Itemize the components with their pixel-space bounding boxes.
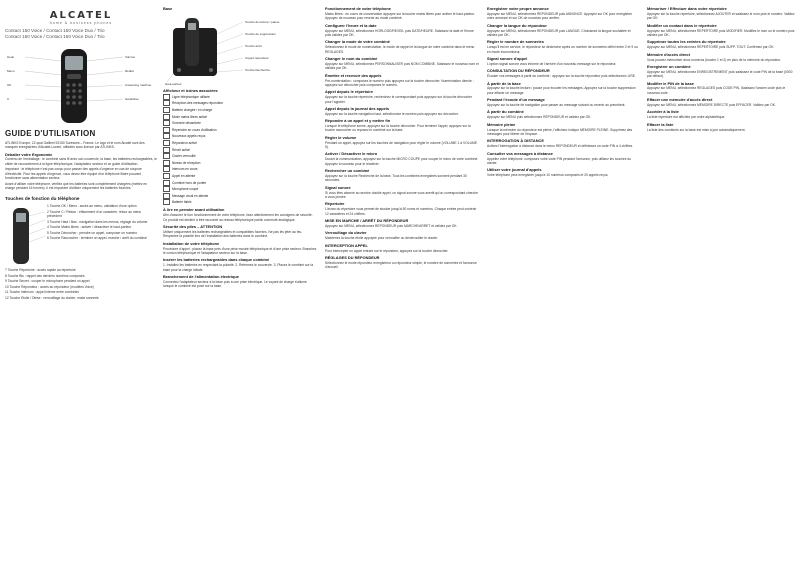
column-4 — [484, 0, 642, 565]
base-label: Voyant répondeur — [245, 56, 269, 60]
section-heading: Enregistrer votre propre annonce — [487, 6, 549, 11]
icon-desc: Message vocal en attente — [172, 193, 209, 198]
display-title: Afficheur et icônes associées — [163, 88, 218, 93]
icon-row — [163, 180, 317, 186]
section-heading: Régler le volume — [325, 134, 357, 140]
icon-desc: Répondeur activé — [172, 140, 197, 145]
low-battery-icon — [163, 199, 170, 205]
icon-desc: Répertoire en cours d'utilisation — [172, 127, 217, 132]
brand-name: ALCATEL — [49, 10, 113, 21]
key-item: 4 Touche Mains libres : activer / désactiver le haut-parleur — [47, 225, 132, 230]
section-text: Si vous êtes abonné au service double appel, un signal sonore vous avertit qu'un correspondant cherche à vous joindre. — [325, 190, 478, 199]
section-text: Procédure d'appel : placez la base près d'une prise murale téléphonique et d'une prise secteur. Branchez le cordon téléphonique et l'adaptateur secteur sur la base. — [163, 246, 317, 255]
icon-desc: Clavier verrouillé — [172, 154, 196, 159]
section-heading: Fonctionnement de votre téléphone — [325, 6, 391, 11]
base-label: Touche arrêt — [245, 44, 262, 48]
section-heading: Appel depuis le répertoire — [325, 89, 373, 95]
section-text: Appuyez sur MENU, sélectionnez REPONDEUR puis LANGUE. Choisissez la langue souhaitée et validez par OK. — [487, 28, 631, 37]
key-item: 6 Touche Raccrocher : terminer un appel, marche / arrêt du combiné — [47, 236, 147, 241]
phone-label: Hook — [7, 54, 15, 59]
base-label: Haut-parleur — [165, 82, 182, 86]
icon-row — [163, 160, 317, 166]
section-heading: Mémoire d'accès direct — [647, 51, 690, 57]
section-text: Sélectionnez le mode répondeur enregistreur ou répondeur simple, le nombre de sonneries et l'annonce d'accueil. — [325, 260, 477, 270]
model-line: Contact 150 Voice / Contact 150 Voice Duo / Trio — [5, 34, 105, 40]
base-diagram — [163, 14, 317, 86]
key-item: 11 Touche Intercom : appel interne entre combinés — [5, 290, 79, 295]
base-title: Base — [163, 6, 173, 11]
icon-row — [163, 166, 317, 172]
section-text: Écouter vos messages à partir du combiné : appuyez sur la touche répondeur puis sélectionnez LIRE. — [487, 74, 636, 79]
section-heading: Changer le nom du combiné — [325, 55, 378, 61]
section-text: Activez l'interrogation à distance dans le menu REPONDEUR et définissez un code PIN à 4 chiffres. — [487, 144, 634, 149]
icon-desc: Réveil activé — [172, 147, 191, 152]
icon-desc: Ligne téléphonique utilisée — [172, 94, 210, 99]
section-heading: Pendant l'écoute d'un message — [487, 97, 545, 103]
col2-sections — [163, 207, 317, 288]
section-text: Utiliser uniquement les batteries rechargeables et compatibles fournies. Ne pas les jeter au feu. Respectez la polarité lors de l'installation des batteries dans le combiné. — [163, 229, 303, 239]
section-heading: À partir du combiné — [487, 109, 524, 115]
section-text: Vous pouvez mémoriser deux numéros (touche 1 et 2) en plus de la mémoire du répondeur. — [647, 57, 781, 62]
column-5 — [644, 0, 800, 565]
keypad-lock-icon — [163, 153, 170, 159]
key-item: 2 Touche C / Retour : effacement d'un caractère, retour au menu précédent — [47, 209, 142, 219]
phone-label: Answering machine — [125, 82, 152, 87]
icon-row — [163, 193, 317, 199]
answering-machine-icon — [163, 140, 170, 146]
section-heading: Signal sonore d'appel — [487, 55, 528, 61]
section-text: Lorsque le téléphone sonne, appuyez sur la touche décrocher. Pour terminer l'appel, appuyez sur la touche raccrocher ou reposez le combiné sur la base. — [325, 124, 471, 133]
phone-label: Volume — [125, 54, 136, 59]
handset-keys-diagram — [5, 204, 157, 268]
section-text: Sélectionnez le mode de numérotation, le mode de rappel et la langue de votre combiné dans le menu REGLAGES. — [325, 45, 475, 54]
speaker-icon — [163, 114, 170, 120]
section-text: Appelez votre téléphone, composez votre code PIN pendant l'annonce, puis utilisez les touches du clavier. — [487, 156, 631, 165]
section-text: Pendant un appel, appuyez sur les touches de navigation pour régler le volume (VOLUME 1 à VOLUME 5). — [325, 140, 477, 150]
intro-text — [5, 141, 157, 150]
section-heading: INTERCEPTION APPEL — [325, 242, 368, 248]
section-heading: Répertoire — [325, 201, 345, 207]
mute-icon — [163, 186, 170, 192]
signal-icon — [163, 160, 170, 166]
section-heading: Modifier le PIN de la base — [647, 80, 694, 86]
section-text: Important : le téléphone n'est pas conçu pour passer des appels d'urgence en cas de coupure d'électricité. Pour les appels d'urgence, vous devez être équipé d'un téléphone filaire pouvant fonctionner sans alimentation secteur. — [5, 167, 142, 181]
section-heading: Enregistrer un combiné — [647, 63, 691, 69]
column-2 — [160, 0, 320, 565]
section-heading: Appel depuis la journal des appels — [325, 105, 389, 111]
model-line: Contact 150 Voice / Contact 150 Voice Duo / Trio — [5, 28, 105, 33]
section-text: Contenu de l'emballage : le combiné sans fil avec son couvercle, la base, les batteries rechargeables, le câble de raccordement à la ligne téléphonique, l'adaptateur secteur et ce guide d'utilisation. — [5, 157, 157, 166]
section-heading: Supprimer toutes les entrées du répertoire — [647, 39, 726, 45]
icon-list — [163, 94, 317, 206]
section-heading: Configurer l'heure et la date — [325, 22, 377, 28]
section-heading: Répondre à un appel et y mettre fin — [325, 118, 391, 124]
section-text: Appuyez sur la touche lecture / pause pour écouter les messages. Appuyez sur la touche suppression pour effacer un message. — [487, 86, 636, 95]
key-item: 7 Touche Répertoire : accès rapide au répertoire — [5, 268, 76, 273]
column-3 — [322, 0, 482, 565]
icon-desc: Niveau de réception — [172, 160, 201, 165]
phone-label: Redial — [125, 68, 134, 73]
section-heading: Activer / Désactiver le micro — [325, 151, 378, 157]
section-text: Appuyez sur la touche répertoire, sélectionnez AJOUTER et saisissez le nom puis le numéro. Validez par OK. — [647, 11, 795, 21]
section-text: Appuyez sur MENU, sélectionnez MEMOIRE DIRECTE puis EFFACER. Validez par OK. — [647, 103, 776, 108]
section-heading: Accéder à la liste — [647, 109, 679, 115]
phone-label: OK — [7, 82, 12, 87]
section-text: Appuyez sur MENU puis sélectionnez REPONDEUR et validez par OK. — [487, 115, 592, 120]
section-heading: Sécurité des piles – ATTENTION — [163, 223, 223, 229]
icon-row — [163, 107, 317, 113]
section-text: Appuyez sur la touche de navigation pour passer au message suivant ou revenir au précédent. — [487, 103, 626, 108]
missed-call-icon — [163, 133, 170, 139]
section-text: Pour intercepter un appel entrant sur le répondeur, appuyez sur la touche décrocher. — [325, 248, 449, 253]
icon-row — [163, 147, 317, 153]
icon-desc: Intercom en cours — [172, 167, 198, 172]
key-list — [47, 204, 155, 242]
section-text: Afin d'assurer le bon fonctionnement de votre téléphone, lisez attentivement les consignes de sécurité. Ce produit est destiné à être raccordé au réseau téléphonique public commuté analogique. — [163, 213, 313, 222]
icon-desc: Sonnerie désactivée — [172, 121, 201, 126]
base-drawing — [163, 14, 317, 86]
section-text: Lorsque la mémoire du répondeur est pleine, l'afficheur indique MEMOIRE PLEINE. Supprimez des messages pour libérer de l'espace. — [487, 127, 633, 137]
section-text: Appuyez sur MENU, sélectionnez REPONDEUR puis MARCHE/ARRET et validez par OK. — [325, 223, 458, 228]
section-heading: Consulter vos messages à distance — [487, 150, 553, 156]
section-text: Lorsqu'il est en service, le répondeur se déclenche après un nombre de sonneries défini entre 2 et 9 ou en mode économiseur. — [487, 45, 638, 54]
intercom-icon — [163, 166, 170, 172]
phone-drawing — [5, 47, 157, 125]
section-heading: Changer la mode de votre combiné — [325, 39, 390, 45]
section-heading: Branchement de l'alimentation électrique — [163, 273, 239, 279]
icon-desc: Combiné hors de portée — [172, 180, 207, 185]
icon-desc: Appel en attente — [172, 173, 196, 178]
keys-title: Touches de fonction du téléphone — [5, 196, 80, 202]
icon-row — [163, 120, 317, 126]
section-text: Durant la communication, appuyez sur la touche MICRO COUPE pour couper le micro de votre combiné. Appuyez à nouveau pour le réactiver. — [325, 157, 479, 166]
section-heading: Effacer une mémoire d'accès direct — [647, 97, 713, 103]
section-heading: Rechercher un combiné — [325, 168, 370, 174]
icon-row — [163, 173, 317, 179]
section-text: Appuyez sur MENU, sélectionnez REGLAGES puis CODE PIN. Saisissez l'ancien code puis le nouveau code. — [647, 86, 786, 95]
section-heading: Régler le nombre de sonneries — [487, 39, 544, 45]
phone-label: C — [7, 96, 10, 101]
phone-illustration — [5, 47, 157, 125]
key-item: 3 Touche Haut / Bas : navigation dans les menus, réglage du volume — [47, 219, 148, 224]
section-heading: Verrouillage du clavier — [325, 230, 367, 236]
section-heading: Émettre et recevoir des appels — [325, 72, 382, 78]
icon-desc: Microphone coupé — [172, 187, 199, 192]
base-label: Touche de lecture / pause — [245, 20, 280, 24]
phone-label: Menu — [7, 68, 15, 73]
section-heading: À partir de la base — [487, 80, 521, 86]
section-text: La liste des combinés sur la base est mise à jour automatiquement. — [647, 127, 746, 132]
section-text: Appuyez sur la touche répertoire, recherchez le correspondant puis appuyez sur la touche décrocher pour l'appeler. — [325, 95, 472, 104]
section-text: Avant d'utiliser votre téléphone, vérifiez que les batteries sont complètement chargées (mettez en charge pendant 16 heures). Il est important d'utiliser uniquement les batteries fournies. — [5, 181, 148, 190]
section-text: Appuyez sur MENU, sélectionnez PERSONNALISER puis NOM COMBINE. Saisissez le nouveau nom et validez par OK. — [325, 61, 479, 71]
voicemail-icon — [163, 193, 170, 199]
section-text: Votre téléphone peut enregistrer jusqu'à 10 numéros composés et 20 appels reçus. — [487, 173, 609, 178]
section-text: L'option signal sonore vous informe de l'arrivée d'un nouveau message sur le répondeur. — [487, 61, 617, 66]
section-heading: CONSULTATION DU RÉPONDEUR — [487, 68, 550, 74]
section-heading: MISE EN MARCHE / ARRÊT DU RÉPONDEUR — [325, 217, 409, 223]
ringer-off-icon — [163, 120, 170, 126]
section-heading: Mémoriser / Effectuer dans votre répertoire — [647, 6, 727, 11]
section-heading: Installation de votre téléphone — [163, 240, 220, 246]
icon-desc: Batterie faible — [172, 200, 192, 205]
key-item: 9 Touche Secret : couper le microphone pendant un appel — [5, 279, 90, 284]
section-heading: Changer la langue du répondeur — [487, 22, 547, 28]
alarm-icon — [163, 147, 170, 153]
icon-row — [163, 140, 317, 146]
icon-desc: Réception des messages répondeur — [172, 101, 224, 106]
key-list-continued — [5, 268, 157, 300]
icon-row — [163, 94, 317, 100]
section-text: Appuyez sur MENU, sélectionnez REPERTOIRE puis SUPP. TOUT. Confirmez par OK. — [647, 45, 775, 50]
guide-title: GUIDE D'UTILISATION — [5, 128, 96, 138]
section-text: Appuyez sur MENU, sélectionnez ENREGISTREMENT puis saisissez le code PIN de la base (0000 par défaut). — [647, 69, 793, 79]
icon-row — [163, 186, 317, 192]
section-text: Connectez l'adaptateur secteur à la base puis à une prise électrique. Le voyant de charge s'allume lorsque le combiné est posé sur la base. — [163, 279, 307, 289]
key-item: 8 Touche Bis : rappel des derniers numéros composés — [5, 273, 85, 278]
base-label: Touche de suppression — [245, 32, 276, 36]
key-item: 10 Touche Répondeur : accès au répondeur (modèles Voice) — [5, 284, 94, 289]
intro-paragraph: ATLINKS Europe, 22 quai Gallieni 92150 Suresnes – France. Le logo et le nom Alcatel sont des marques enregistrées d'Alcatel-Lucent, utilisées sous licence par ATLINKS. — [5, 140, 145, 150]
phonebook-icon — [163, 127, 170, 133]
icon-desc: Batterie chargée / en charge — [172, 107, 213, 112]
column-1 — [2, 0, 160, 565]
section-heading: Utiliser votre journal d'appels — [487, 167, 542, 173]
section-text: Maintenez la touche étoile appuyée pour verrouiller ou déverrouiller le clavier. — [325, 236, 439, 241]
section-heading: Mémoire pleine — [487, 121, 516, 127]
icon-row — [163, 133, 317, 139]
section-text: Mains libres : en cours de conversation appuyez sur la touche mains libres pour activer le haut-parleur. Appuyez de nouveau pour revenir au mode combiné. — [325, 11, 475, 21]
base-label: Touche Recherche — [245, 68, 271, 72]
section-text: Pré-numérotation : composez le numéro puis appuyez sur la touche décrocher. Numérotation directe : appuyez sur décrocher puis composez le numéro. — [325, 78, 474, 87]
icon-row — [163, 127, 317, 133]
section-heading: INTERROGATION À DISTANCE — [487, 138, 544, 144]
col4-sections — [487, 6, 639, 178]
col5-sections — [647, 6, 797, 132]
section-text: Appuyez sur MENU, sélectionnez REPONDEUR puis ANNONCE. Appuyez sur OK pour enregistrer votre annonce et sur OK de nouveau pour arrêter. — [487, 11, 633, 21]
icon-row — [163, 199, 317, 205]
section-heading: Insérer les batteries rechargeables dans chaque combiné — [163, 257, 270, 263]
out-of-range-icon — [163, 180, 170, 186]
call-waiting-icon — [163, 173, 170, 179]
brand-tagline: home & business phones — [49, 21, 113, 25]
icon-row — [163, 153, 317, 159]
key-item: 12 Touche Etoile / Dièse : verrouillage du clavier, mode sonnerie — [5, 295, 99, 300]
icon-desc: Nouveaux appels reçus — [172, 134, 206, 139]
phone-line-icon — [163, 94, 170, 100]
icon-row — [163, 114, 317, 120]
section-text: 1. Installez les batteries en respectant la polarité. 2. Refermez le couvercle. 3. Placez le combiné sur la base pour la charge initiale. — [163, 263, 314, 272]
section-heading: RÉGLAGES DU RÉPONDEUR — [325, 254, 380, 260]
section-text: Appuyez sur la touche navigation haut, sélectionnez le numéro puis appuyez sur décrocher. — [325, 111, 459, 116]
phone-label: Handsfree — [125, 96, 139, 101]
section-text: La liste répertoire est affichée par ordre alphabétique. — [647, 115, 726, 120]
section-heading: Signal sonore — [325, 184, 351, 190]
section-heading: Modifier un contact dans le répertoire — [647, 22, 717, 28]
section-text: Appuyez sur la touche Recherche de la base. Tous les combinés enregistrés sonnent pendant 30 secondes. — [325, 174, 467, 183]
section-text: L'écran du répertoire vous permet de stocker jusqu'à 50 noms et numéros. Chaque entrée peut contenir 12 caractères et 24 chiffres. — [325, 207, 477, 216]
key-item: 5 Touche Décrocher : prendre un appel, composer un numéro — [47, 230, 138, 235]
battery-icon — [163, 107, 170, 113]
section-text: Appuyez sur MENU, sélectionnez HORLOGE/REVEIL puis DATE/HEURE. Saisissez la date et l'heure puis validez par OK. — [325, 28, 474, 37]
section-heading: Effacer la liste — [647, 121, 674, 127]
icon-row — [163, 100, 317, 106]
section-heading: À lire en premier avant utilisation — [163, 207, 225, 213]
section-text: Appuyez sur MENU, sélectionnez REPERTOIRE puis MODIFIER. Modifiez le nom ou le numéro puis validez par OK. — [647, 28, 795, 37]
envelope-icon — [163, 100, 170, 106]
model-list — [5, 28, 157, 41]
col1-sections — [5, 152, 157, 191]
key-item: 1 Touche OK / Menu : accès au menu, validation d'une option — [47, 204, 137, 209]
section-heading: Déballer votre Ergonomic — [5, 151, 53, 157]
icon-desc: Mode mains libres activé — [172, 114, 208, 119]
col3-sections — [325, 6, 479, 270]
